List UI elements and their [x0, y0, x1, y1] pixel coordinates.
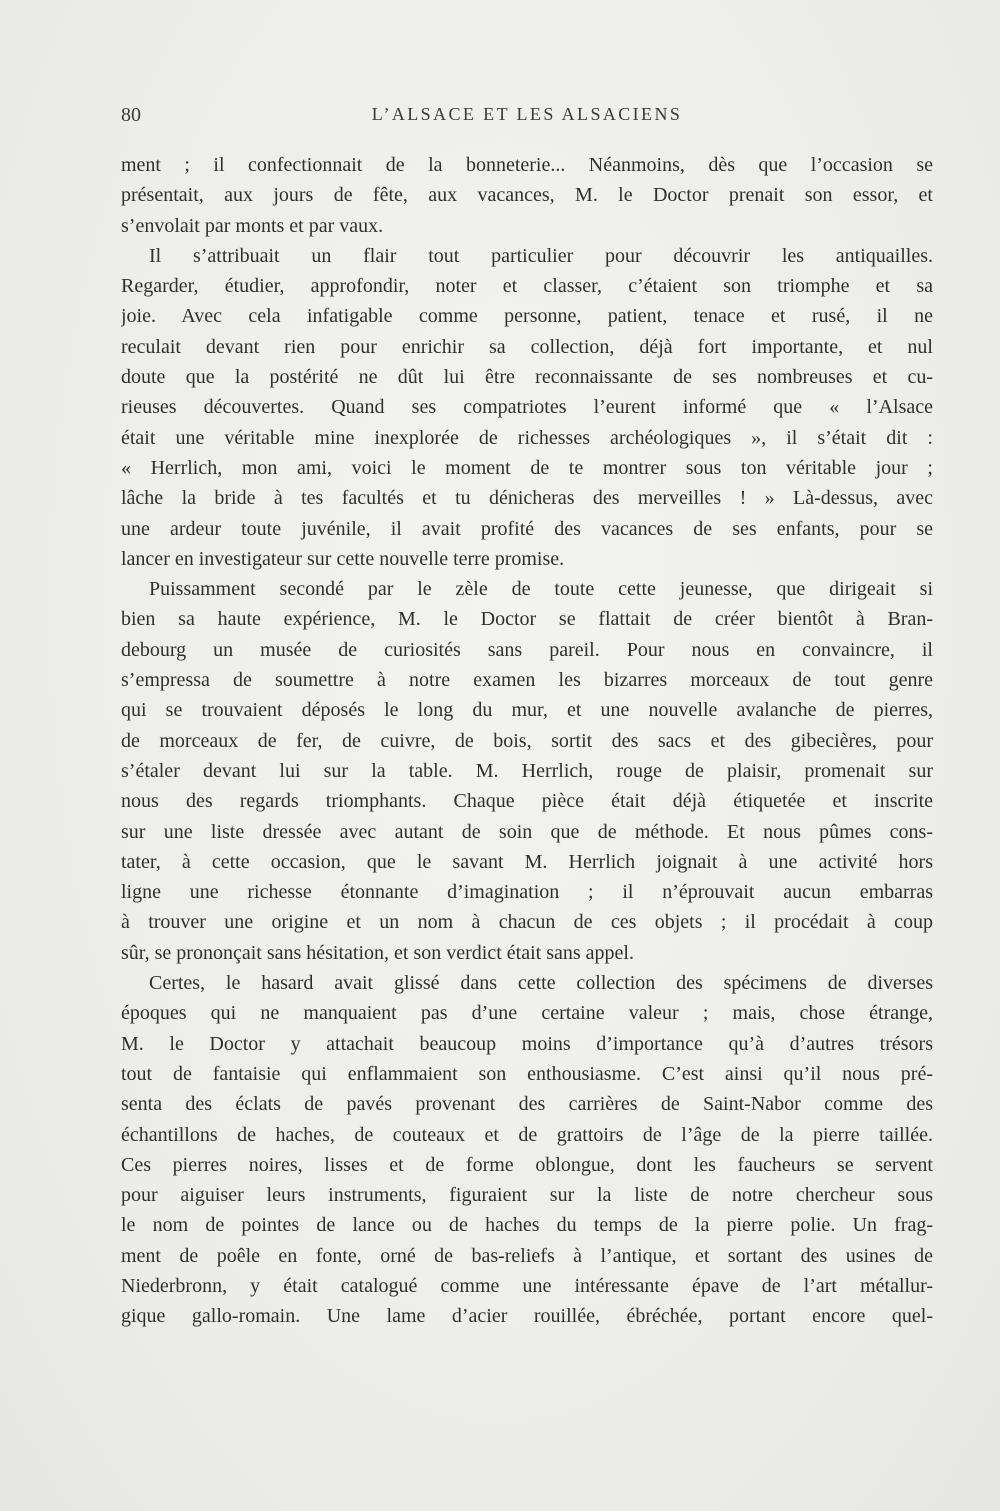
text-line: Regarder, étudier, approfondir, noter et classer, c’étaient son triomphe et sa	[121, 275, 933, 298]
text-line: lancer en investigateur sur cette nouvelle terre promise.	[121, 547, 565, 570]
text-line: s’étaler devant lui sur la table. M. Herrlich, rouge de plaisir, promenait sur	[121, 759, 933, 782]
text-line: ligne une richesse étonnante d’imagination ; il n’éprouvait aucun embarras	[121, 881, 933, 904]
text-line: échantillons de haches, de couteaux et de grattoirs de l’âge de la pierre taillée.	[121, 1123, 933, 1146]
text-line: debourg un musée de curiosités sans pareil. Pour nous en convaincre, il	[121, 638, 933, 661]
text-line: bien sa haute expérience, M. le Doctor se flattait de créer bientôt à Bran-	[121, 608, 933, 631]
text-line: senta des éclats de pavés provenant des carrières de Saint-Nabor comme des	[121, 1093, 933, 1116]
text-line: sur une liste dressée avec autant de soin que de méthode. Et nous pûmes cons-	[121, 820, 933, 843]
text-line: Niederbronn, y était catalogué comme une intéressante épave de l’art métallur-	[121, 1274, 933, 1297]
text-line: présentait, aux jours de fête, aux vacances, M. le Doctor prenait son essor, et	[121, 184, 933, 207]
text-line: à trouver une origine et un nom à chacun de ces objets ; il procédait à coup	[121, 911, 933, 934]
text-line: était une véritable mine inexplorée de richesses archéologiques », il s’était dit :	[121, 426, 933, 449]
text-line: nous des regards triomphants. Chaque pièce était déjà étiquetée et inscrite	[121, 790, 933, 813]
text-line: lâche la bride à tes facultés et tu dénicheras des merveilles ! » Là-dessus, avec	[121, 487, 933, 510]
text-line: M. le Doctor y attachait beaucoup moins d’importance qu’à d’autres trésors	[121, 1032, 933, 1055]
text-line: qui se trouvaient déposés le long du mur, et une nouvelle avalanche de pierres,	[121, 699, 933, 722]
text-line: Ces pierres noires, lisses et de forme oblongue, dont les faucheurs se servent	[121, 1153, 933, 1176]
text-line: s’empressa de soumettre à notre examen les bizarres morceaux de tout genre	[121, 669, 933, 692]
text-line: gique gallo-romain. Une lame d’acier rouillée, ébréchée, portant encore quel-	[121, 1305, 933, 1328]
text-line: rieuses découvertes. Quand ses compatriotes l’eurent informé que « l’Alsace	[121, 396, 933, 419]
text-line: de morceaux de fer, de cuivre, de bois, sortit des sacs et des gibecières, pour	[121, 729, 933, 752]
text-line: ment ; il confectionnait de la bonneterie... Néanmoins, dès que l’occasion se	[121, 154, 933, 176]
page-header	[121, 104, 933, 136]
text-line: sûr, se prononçait sans hésitation, et son verdict était sans appel.	[121, 941, 634, 964]
text-line: tater, à cette occasion, que le savant M. Herrlich joignait à une activité hors	[121, 850, 933, 873]
text-line: Il s’attribuait un flair tout particulier pour découvrir les antiquailles.	[149, 244, 933, 267]
text-line: Puissamment secondé par le zèle de toute cette jeunesse, que dirigeait si	[149, 578, 933, 601]
text-line: tout de fantaisie qui enflammaient son enthousiasme. C’est ainsi qu’il nous pré-	[121, 1062, 933, 1085]
running-title: L’ALSACE ET LES ALSACIENS	[371, 104, 683, 124]
text-line: époques qui ne manquaient pas d’une certaine valeur ; mais, chose étrange,	[121, 1002, 933, 1025]
body-text	[121, 150, 933, 1332]
text-line: une ardeur toute juvénile, il avait profité des vacances de ses enfants, pour se	[121, 517, 933, 540]
text-line: ment de poêle en fonte, orné de bas-reliefs à l’antique, et sortant des usines de	[121, 1244, 933, 1267]
text-line: pour aiguiser leurs instruments, figuraient sur la liste de notre chercheur sous	[121, 1184, 933, 1207]
text-line: doute que la postérité ne dût lui être reconnaissante de ses nombreuses et cu-	[121, 366, 933, 389]
text-line: s’envolait par monts et par vaux.	[121, 214, 384, 237]
text-line: Certes, le hasard avait glissé dans cette collection des spécimens de diverses	[149, 972, 933, 995]
text-line: « Herrlich, mon ami, voici le moment de te montrer sous ton véritable jour ;	[121, 456, 933, 479]
text-line: joie. Avec cela infatigable comme personne, patient, tenace et rusé, il ne	[121, 305, 933, 328]
page-number: 80	[121, 104, 141, 126]
text-line: reculait devant rien pour enrichir sa collection, déjà fort importante, et nul	[121, 335, 933, 358]
text-line: le nom de pointes de lance ou de haches du temps de la pierre polie. Un frag-	[121, 1214, 933, 1237]
